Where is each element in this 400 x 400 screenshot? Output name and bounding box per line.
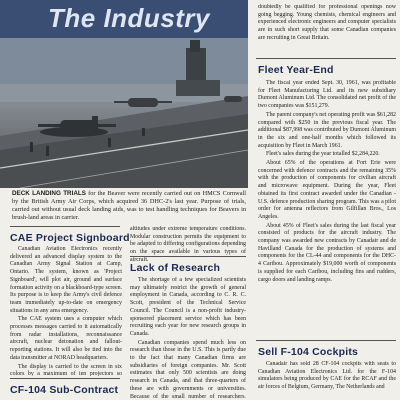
divider: [10, 226, 120, 227]
paragraph: The shortage of a few specialized scientists may ultimately restrict the growth of general employment in Canada, according to C. R. C. Scott, president of the Technical Service Council. The Council is a non-profit industry-sponsored placement service which has been recruiting each year for new research groups in Canada.: [130, 277, 246, 337]
lack-heading: Lack of Research: [130, 262, 221, 274]
paragraph: Canadair has sold 28 CF-104 cockpits with seats to Canadian Aviation Electronics Ltd. for the F-104 simulators being produced by CAE for the RCAF and the air forces of Belgium, Germany, The Netherlands and: [258, 361, 396, 391]
lack-article: [130, 277, 246, 398]
fleet-heading: Fleet Year-End: [258, 64, 334, 76]
section-title: The Industry: [48, 3, 211, 33]
continued-article: [130, 226, 246, 266]
paragraph: altitudes under extreme temperature conditions. Modular construction permits the equipment to be adapted to differing configurations depending on the space available in various types of aircraft.: [130, 226, 246, 263]
paragraph: Fleet's sales during the year totalled $2,284,220.: [266, 151, 380, 158]
paragraph: The fiscal year ended Sept. 30, 1961, was profitable for Fleet Manufacturing Ltd. and its new subsidiary Dumont Aluminum Ltd. The consolidated net profit of the two companies was $151,279.: [258, 80, 396, 110]
paragraph: doubtedly be qualified for professional openings now going begging. Young chemists, chemical engineers and experienced electronic engineers and computer specialists are in such short supply that some Canadian companies are recruiting in Great Britain.: [258, 4, 396, 41]
paragraph: About 65% of the operations at Fort Erie were concerned with defence contracts and the remaining 35% with the production of components for civilian aircraft and microwave equipment. During the year, Fleet obtained its first contract awarded under the Canadian - U.S. defence production sharing program. This was a pilot order for antenna reflectors from Gilfillan Bros., Los Angeles.: [258, 160, 396, 220]
caption-text: for the Beaver were recently carried out on HMCS Cornwall by the British Army Air Corps, which acquired 36 DHC-2's last year. Purpose of trials, carried out without usual deck landing aids, was to test handling techniques for Beavers in brush-land areas in carrier.: [12, 190, 247, 221]
aircraft-carrier-illustration: [0, 38, 248, 188]
continued-article: [258, 4, 396, 48]
divider: [130, 256, 246, 257]
divider: [256, 58, 396, 59]
sell-article: [258, 361, 396, 399]
paragraph: The display is carried to the screen in six colors by a maximum of ten projectors so: [10, 363, 122, 376]
paragraph: The CAE system uses a computer which processes messages carried to it automatically from radar installations, reconnaissance aircraft, nuclear detonation and fallout-reporting stations. It will also be tied into the data transmitter at NORAD headquarters.: [10, 316, 122, 361]
paragraph: The parent company's net operating profit was $61,282 compared with $250 in the previous fiscal year. The additional $87,998 was contributed by Dumont Aluminum in the six and one-half months which followed its acquisition by Fleet in March 1961.: [258, 111, 396, 149]
paragraph: About 45% of Fleet's sales during the last fiscal year consisted of products for the aircraft industry. The company was awarded new contracts by Canadair and de Havilland Canada for the production of systems and components for the CL-44 and components for the DHC-4 Caribou. Approximately $19,000 worth of components is supplied for each Caribou, including fins and rudders, cargo doors and landing ramps.: [258, 222, 396, 283]
divider: [256, 340, 396, 341]
sell-heading: Sell F-104 Cockpits: [258, 346, 359, 358]
paragraph: Canadian Aviation Electronics recently delivered an advanced display system to the Canadian Army Signal Station at Camp, Ontario. The system, known as 'Project Signboard', will plot air, ground and surface formation activity on a blackboard-type screen. Its purpose is to keep the Army's civil defence team immediately up-to-date on emergency situations in any area emergency.: [10, 246, 122, 314]
cf104-heading: CF-104 Sub-Contract: [10, 384, 119, 396]
paragraph: Canadian companies spend much less on research than those in the U.S. This is partly due to the fact that many Canadian firms are subsidiaries of foreign companies. Mr. Scott estimates that only 500 scientists are doing research in Canada, and that three-quarters of these are with governments or universities. Because of the small number of researchers,: [130, 339, 246, 398]
photo-caption: [12, 190, 246, 222]
fleet-article: [258, 80, 396, 337]
deck-photo: [0, 38, 248, 188]
cae-heading: CAE Project Signboard: [10, 232, 130, 244]
divider: [10, 378, 120, 379]
cae-article: [10, 246, 122, 376]
caption-lead: DECK LANDING TRIALS: [12, 190, 86, 197]
section-banner: [0, 0, 248, 38]
